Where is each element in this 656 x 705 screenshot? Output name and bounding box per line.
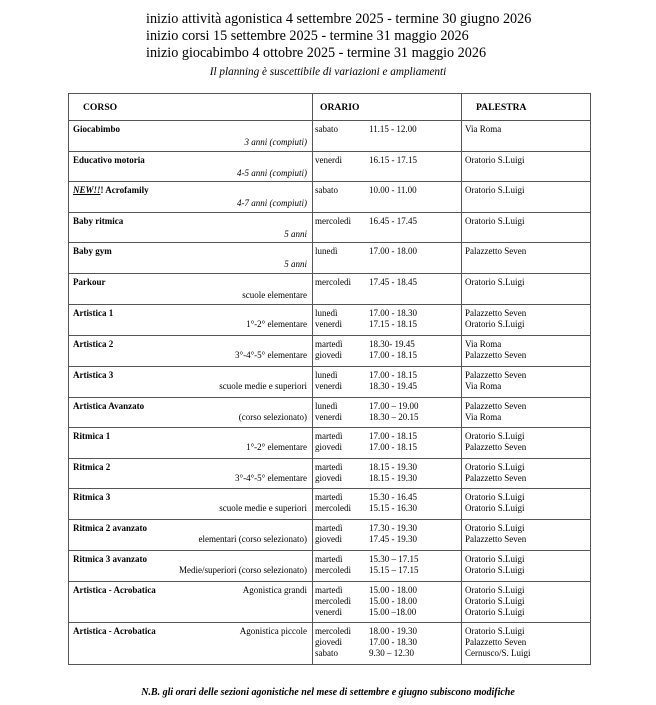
header-palestra: PALESTRA	[462, 94, 591, 121]
time-range: 18.30 - 19.45	[369, 381, 417, 391]
time-range: 11.15 - 12.00	[369, 124, 417, 134]
gym-name: Palazzetto Seven	[465, 473, 527, 483]
time-range: 15.00 –18.00	[369, 607, 417, 617]
course-cell	[69, 459, 313, 489]
course-name: Ritmica 3	[73, 492, 111, 502]
day-label: martedì	[315, 492, 343, 502]
course-cell	[69, 520, 313, 551]
time-range: 15.00 - 18.00	[369, 596, 417, 606]
course-level: Agonistica piccole	[239, 626, 307, 636]
time-slot	[313, 370, 461, 381]
course-name: Artistica Avanzato	[73, 401, 145, 411]
course-line	[73, 626, 308, 637]
day-label: giovedì	[315, 473, 342, 483]
day-label: sabato	[315, 648, 338, 658]
time-range: 18.30 – 20.15	[369, 412, 419, 422]
schedule-cell	[313, 336, 462, 367]
day-label: martedì	[315, 339, 343, 349]
course-name: Baby gym	[73, 246, 112, 256]
time-slot	[313, 607, 461, 618]
gym-cell	[462, 367, 591, 398]
schedule-cell	[313, 489, 462, 520]
table-row	[69, 121, 591, 152]
day-label: mercoledì	[315, 565, 351, 575]
gym-cell	[462, 551, 591, 582]
header-line-1: inizio attività agonistica 4 settembre 2025 - termine 30 giugno 2026	[146, 11, 532, 27]
day-label: venerdì	[315, 319, 342, 329]
course-name: ! Acrofamily	[100, 185, 149, 195]
day-label: martedì	[315, 523, 343, 533]
schedule-cell	[313, 623, 462, 665]
course-name: Artistica - Acrobatica	[73, 626, 156, 636]
gym-name: Cernusco/S. Luigi	[465, 648, 531, 658]
table-header-row	[69, 94, 591, 121]
time-range: 18.15 - 19.30	[369, 473, 417, 483]
gym-cell	[462, 243, 591, 274]
course-cell	[69, 551, 313, 582]
table-row	[69, 520, 591, 551]
time-range: 17.00 - 18.15	[369, 370, 417, 380]
table-row	[69, 582, 591, 623]
table-row	[69, 551, 591, 582]
time-slot	[313, 401, 461, 412]
schedule-cell	[313, 213, 462, 243]
time-slot	[313, 626, 461, 637]
course-target: scuole medie e superiori	[219, 381, 307, 391]
gym-name: Palazzetto Seven	[465, 442, 527, 452]
time-range: 16.15 - 17.15	[369, 155, 417, 165]
day-label: giovedì	[315, 637, 342, 647]
gym-name: Palazzetto Seven	[465, 350, 527, 360]
day-label: sabato	[315, 124, 338, 134]
course-name: Parkour	[73, 277, 106, 287]
time-range: 18.30- 19.45	[369, 339, 415, 349]
time-slot	[313, 124, 461, 135]
table-row	[69, 305, 591, 336]
gym-name: Oratorio S.Luigi	[465, 462, 525, 472]
course-name: Artistica 1	[73, 308, 114, 318]
day-label: mercoledì	[315, 503, 351, 513]
day-label: lunedì	[315, 308, 338, 318]
gym-name: Oratorio S.Luigi	[465, 503, 525, 513]
time-slot	[313, 442, 461, 453]
time-slot	[313, 155, 461, 166]
table-row	[69, 274, 591, 305]
day-label: lunedì	[315, 370, 338, 380]
gym-name: Oratorio S.Luigi	[465, 319, 525, 329]
gym-name: Oratorio S.Luigi	[465, 585, 525, 595]
day-label: venerdì	[315, 381, 342, 391]
day-label: lunedì	[315, 401, 338, 411]
gym-name: Oratorio S.Luigi	[465, 216, 525, 226]
course-name-line	[73, 277, 308, 288]
time-slot	[313, 185, 461, 196]
time-slot	[313, 503, 461, 514]
gym-cell	[462, 305, 591, 336]
gym-name: Oratorio S.Luigi	[465, 155, 525, 165]
course-cell	[69, 367, 313, 398]
course-cell	[69, 623, 313, 665]
day-label: mercoledì	[315, 596, 351, 606]
course-target: 1°-2° elementare	[246, 442, 307, 452]
gym-cell	[462, 459, 591, 489]
gym-cell	[462, 182, 591, 213]
time-range: 15.15 - 16.30	[369, 503, 417, 513]
course-name-line	[73, 554, 308, 565]
course-name-line	[73, 185, 308, 196]
time-range: 15.30 – 17.15	[369, 554, 419, 564]
table-row	[69, 182, 591, 213]
time-slot	[313, 554, 461, 565]
day-label: martedì	[315, 585, 343, 595]
time-slot	[313, 637, 461, 648]
schedule-cell	[313, 305, 462, 336]
time-range: 18.15 - 19.30	[369, 462, 417, 472]
gym-name: Palazzetto Seven	[465, 534, 527, 544]
time-range: 17.00 - 18.15	[369, 431, 417, 441]
header-line-2: inizio corsi 15 settembre 2025 - termine 31 maggio 2026	[146, 28, 469, 44]
gym-name: Oratorio S.Luigi	[465, 596, 525, 606]
schedule-cell	[313, 520, 462, 551]
course-target: 4-5 anni (compiuti)	[237, 168, 307, 178]
course-cell	[69, 489, 313, 520]
course-name: Ritmica 3 avanzato	[73, 554, 147, 564]
course-cell	[69, 152, 313, 182]
day-label: venerdì	[315, 155, 342, 165]
course-name-line	[73, 401, 308, 412]
time-range: 17.15 - 18.15	[369, 319, 417, 329]
course-name-line	[73, 492, 308, 503]
course-target: 1°-2° elementare	[246, 319, 307, 329]
time-slot	[313, 277, 461, 288]
course-target: scuole medie e superiori	[219, 503, 307, 513]
gym-name: Via Roma	[465, 381, 502, 391]
course-name-line	[73, 246, 308, 257]
gym-name: Palazzetto Seven	[465, 637, 527, 647]
time-range: 18.00 - 19.30	[369, 626, 417, 636]
course-cell	[69, 121, 313, 152]
time-range: 9.30 – 12.30	[369, 648, 414, 658]
day-label: giovedì	[315, 350, 342, 360]
day-label: venerdì	[315, 607, 342, 617]
table-row	[69, 459, 591, 489]
gym-name: Palazzetto Seven	[465, 308, 527, 318]
course-cell	[69, 336, 313, 367]
gym-cell	[462, 121, 591, 152]
gym-name: Oratorio S.Luigi	[465, 607, 525, 617]
course-name: Ritmica 1	[73, 431, 111, 441]
day-label: mercoledì	[315, 626, 351, 636]
time-slot	[313, 412, 461, 423]
gym-name: Oratorio S.Luigi	[465, 554, 525, 564]
time-slot	[313, 339, 461, 350]
gym-name: Oratorio S.Luigi	[465, 523, 525, 533]
course-target: scuole elementare	[242, 290, 307, 300]
course-name: Artistica 3	[73, 370, 114, 380]
gym-cell	[462, 520, 591, 551]
course-name-line	[73, 431, 308, 442]
day-label: lunedì	[315, 246, 338, 256]
gym-name: Palazzetto Seven	[465, 246, 527, 256]
gym-cell	[462, 274, 591, 305]
course-name: Giocabimbo	[73, 124, 121, 134]
course-cell	[69, 398, 313, 428]
time-range: 15.15 – 17.15	[369, 565, 419, 575]
gym-name: Oratorio S.Luigi	[465, 431, 525, 441]
day-label: venerdì	[315, 412, 342, 422]
time-range: 17.00 - 18.00	[369, 246, 417, 256]
day-label: giovedì	[315, 534, 342, 544]
gym-cell	[462, 336, 591, 367]
gym-cell	[462, 152, 591, 182]
course-name: Ritmica 2 avanzato	[73, 523, 147, 533]
schedule-cell	[313, 582, 462, 623]
course-name-line	[73, 339, 308, 350]
time-slot	[313, 319, 461, 330]
gym-cell	[462, 398, 591, 428]
time-range: 15.00 - 18.00	[369, 585, 417, 595]
course-cell	[69, 182, 313, 213]
gym-name: Oratorio S.Luigi	[465, 565, 525, 575]
course-target: 3 anni (compiuti)	[244, 137, 307, 147]
course-target: 4-7 anni (compiuti)	[237, 198, 307, 208]
gym-cell	[462, 582, 591, 623]
time-slot	[313, 596, 461, 607]
gym-name: Oratorio S.Luigi	[465, 277, 525, 287]
gym-name: Via Roma	[465, 339, 502, 349]
course-name-line	[73, 308, 308, 319]
table-row	[69, 336, 591, 367]
course-name: Baby ritmica	[73, 216, 124, 226]
course-target: Medie/superiori (corso selezionato)	[179, 565, 307, 575]
header-orario: ORARIO	[313, 94, 462, 121]
gym-name: Oratorio S.Luigi	[465, 492, 525, 502]
time-range: 17.00 - 18.30	[369, 308, 417, 318]
day-label: sabato	[315, 185, 338, 195]
course-name: Educativo motoria	[73, 155, 145, 165]
day-label: mercoledì	[315, 216, 351, 226]
time-range: 10.00 - 11.00	[369, 185, 417, 195]
table-row	[69, 623, 591, 665]
gym-cell	[462, 489, 591, 520]
course-cell	[69, 243, 313, 274]
course-name: Ritmica 2	[73, 462, 111, 472]
course-cell	[69, 274, 313, 305]
gym-name: Oratorio S.Luigi	[465, 626, 525, 636]
day-label: giovedì	[315, 442, 342, 452]
gym-cell	[462, 428, 591, 459]
course-target: elementari (corso selezionato)	[198, 534, 307, 544]
course-target: 5 anni	[284, 259, 307, 269]
schedule-cell	[313, 243, 462, 274]
day-label: martedì	[315, 431, 343, 441]
course-level: Agonistica grandi	[242, 585, 307, 595]
table-row	[69, 213, 591, 243]
course-name-line	[73, 155, 308, 166]
course-target: 3°-4°-5° elementare	[234, 473, 307, 483]
course-target: 5 anni	[284, 229, 307, 239]
table-row	[69, 152, 591, 182]
course-cell	[69, 428, 313, 459]
schedule-cell	[313, 398, 462, 428]
planning-note: Il planning è suscettibile di variazioni e ampliamenti	[209, 66, 447, 78]
time-slot	[313, 534, 461, 545]
time-slot	[313, 648, 461, 659]
time-range: 17.00 - 18.15	[369, 350, 417, 360]
time-slot	[313, 473, 461, 484]
time-slot	[313, 523, 461, 534]
course-name-line	[73, 216, 308, 227]
course-line	[73, 585, 308, 596]
schedule-cell	[313, 551, 462, 582]
day-label: mercoledì	[315, 277, 351, 287]
course-name: Artistica 2	[73, 339, 114, 349]
day-label: martedì	[315, 462, 343, 472]
table-row	[69, 489, 591, 520]
gym-name: Via Roma	[465, 412, 502, 422]
gym-cell	[462, 623, 591, 665]
time-range: 15.30 - 16.45	[369, 492, 417, 502]
time-slot	[313, 381, 461, 392]
schedule-table	[68, 93, 591, 665]
time-range: 16.45 - 17.45	[369, 216, 417, 226]
time-range: 17.45 - 18.45	[369, 277, 417, 287]
header-line-3: inizio giocabimbo 4 ottobre 2025 - termine 31 maggio 2026	[146, 45, 487, 61]
course-name-line	[73, 462, 308, 473]
schedule-cell	[313, 274, 462, 305]
gym-name: Oratorio S.Luigi	[465, 185, 525, 195]
table-row	[69, 428, 591, 459]
table-row	[69, 398, 591, 428]
time-slot	[313, 216, 461, 227]
course-target: 3°-4°-5° elementare	[234, 350, 307, 360]
header-corso: CORSO	[69, 94, 313, 121]
course-cell	[69, 582, 313, 623]
time-slot	[313, 585, 461, 596]
gym-name: Via Roma	[465, 124, 502, 134]
table-row	[69, 243, 591, 274]
time-range: 17.00 – 19.00	[369, 401, 419, 411]
time-range: 17.45 - 19.30	[369, 534, 417, 544]
schedule-cell	[313, 367, 462, 398]
schedule-cell	[313, 428, 462, 459]
course-name-line	[73, 124, 308, 135]
gym-name: Palazzetto Seven	[465, 370, 527, 380]
time-range: 17.00 - 18.30	[369, 637, 417, 647]
schedule-cell	[313, 152, 462, 182]
schedule-cell	[313, 121, 462, 152]
schedule-cell	[313, 459, 462, 489]
day-label: martedì	[315, 554, 343, 564]
course-name-line	[73, 523, 308, 534]
time-slot	[313, 565, 461, 576]
time-range: 17.30 - 19.30	[369, 523, 417, 533]
time-slot	[313, 492, 461, 503]
footer-note: N.B. gli orari delle sezioni agonistiche nel mese di settembre e giugno subiscono modifiche	[141, 687, 515, 698]
course-target: (corso selezionato)	[238, 412, 307, 422]
gym-name: Palazzetto Seven	[465, 401, 527, 411]
schedule-cell	[313, 182, 462, 213]
new-badge: NEW!!	[73, 185, 101, 195]
course-cell	[69, 213, 313, 243]
time-slot	[313, 431, 461, 442]
time-slot	[313, 462, 461, 473]
course-cell	[69, 305, 313, 336]
time-slot	[313, 246, 461, 257]
course-name: Artistica - Acrobatica	[73, 585, 156, 595]
time-range: 17.00 - 18.15	[369, 442, 417, 452]
course-name-line	[73, 370, 308, 381]
time-slot	[313, 350, 461, 361]
gym-cell	[462, 213, 591, 243]
table-row	[69, 367, 591, 398]
time-slot	[313, 308, 461, 319]
